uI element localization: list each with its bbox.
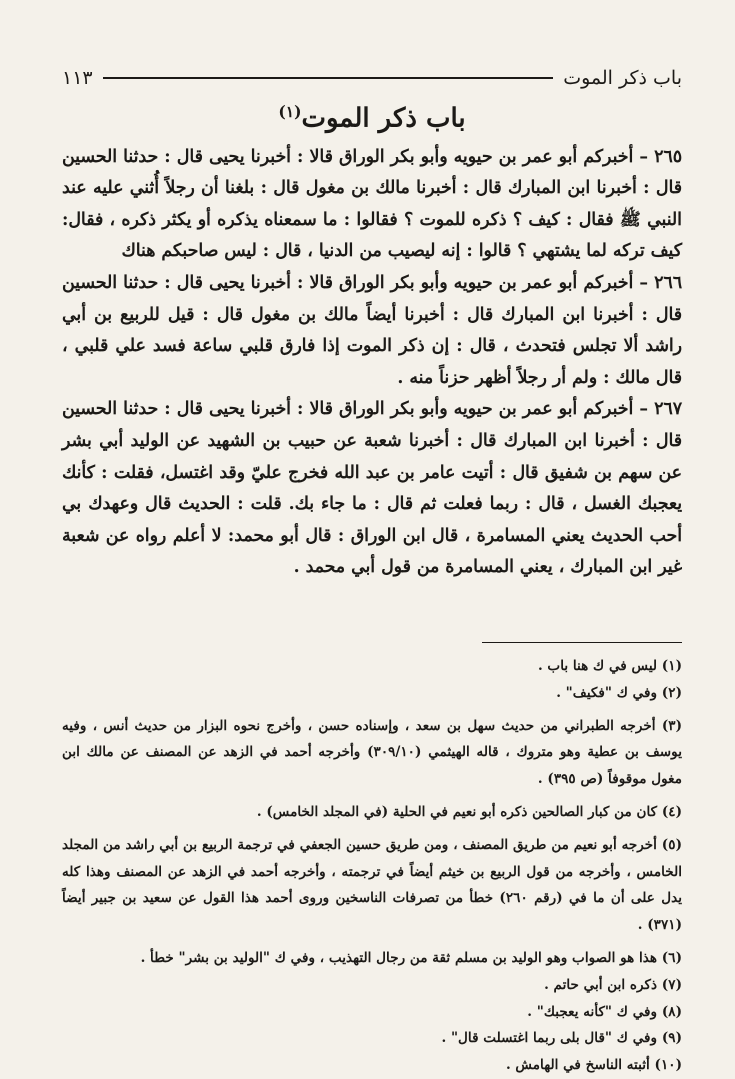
section-title-text: باب ذكر الموت bbox=[301, 103, 466, 134]
footnote-ref: (١) bbox=[278, 102, 302, 121]
text-line: الحسين قال : أخبرنا ابن المبارك قال : أخبرنا مالك بن مغول قال : بلغنا أن رجلاً أُثني عليه bbox=[62, 146, 682, 199]
book-page bbox=[62, 60, 682, 1074]
footnote-5: (٥) أخرجه أبو نعيم من طريق المصنف ، ومن طريق حسين الجعفي في ترجمة الربيع بن أبي راشد من المجلد الخامس ، وأخرجه من قول الربيع بن خيثم أيضاً في ترجمته ، وأخرجه أحمد في الزهد عن المصنف وهذا كله يدل على أن ما في (رقم ٢٦٠) خطأ من تصرفات الناسخين وروى أحمد هذا القول عن سعيد بن جبير أيضاً (٣٧١) . bbox=[62, 836, 682, 934]
section-title bbox=[62, 102, 682, 134]
page-number: ١١٣ bbox=[62, 67, 93, 89]
footnote-9: (٩) وفي ك "قال بلى ربما اغتسلت قال" . bbox=[441, 1030, 682, 1047]
main-text bbox=[62, 142, 682, 584]
text-line: الوليد أبي بشر عن سهم بن شفيق قال : أتيت عامر بن عبد الله فخرج عليّ وقد bbox=[62, 431, 682, 483]
chapter-title: باب ذكر الموت bbox=[563, 67, 682, 89]
footnote-7: (٧) ذكره ابن أبي حاتم . bbox=[544, 976, 682, 993]
text-line: حدثنا الحسين قال : أخبرنا ابن المبارك قال : أخبرنا أيضاً مالك بن مغول قال : قيل bbox=[62, 273, 682, 325]
text-line: ٢٦٥ – أخبركم أبو عمر بن حيويه وأبو بكر الوراق قالا : أخبرنا يحيى قال : حدثنا bbox=[123, 146, 682, 167]
text-line: قلت : الحديث قال وعهدك بي أحب الحديث يعني المسامرة ، قال ابن الوراق : قال bbox=[62, 494, 682, 546]
hadith-267 bbox=[62, 394, 682, 584]
text-line: حدثنا الحسين قال : أخبرنا ابن المبارك قال : أخبرنا شعبة عن حبيب بن الشهيد عن bbox=[62, 399, 682, 451]
text-line: عند النبي ﷺ فقال : كيف ؟ ذكره للموت ؟ فقالوا : ما سمعناه يذكره أو يكثر ذكره ، فقال: bbox=[62, 178, 682, 230]
footnote-2: (٢) وفي ك "فكيف" . bbox=[556, 684, 682, 701]
footnote-6: (٦) هذا هو الصواب وهو الوليد بن مسلم ثقة من رجال التهذيب ، وفي ك "الوليد بن بشر" خطأ . bbox=[140, 949, 682, 966]
footnote-10: (١٠) أثبته الناسخ في الهامش . bbox=[505, 1057, 682, 1074]
text-line: أبو محمد: لا أعلم رواه عن شعبة غير ابن المبارك ، يعني المسامرة من قول أبي محمد . bbox=[62, 525, 682, 578]
text-line: اغتسل، فقلت : كأنك يعجبك الغسل ، قال : ربما فعلت ثم قال : ما جاء بك. bbox=[62, 462, 682, 515]
footnote-1: (١) ليس في ك هنا باب . bbox=[537, 657, 682, 674]
footnote-8: (٨) وفي ك "كأنه يعجبك" . bbox=[527, 1003, 682, 1020]
footnote-4: (٤) كان من كبار الصالحين ذكره أبو نعيم في الحلية (في المجلد الخامس) . bbox=[256, 803, 682, 820]
footnotes bbox=[62, 653, 682, 1079]
footnote-separator bbox=[482, 642, 682, 643]
text-line: ٢٦٧ – أخبركم أبو عمر بن حيويه وأبو بكر الوراق قالا : أخبرنا يحيى قال : bbox=[164, 399, 682, 420]
text-line: ٢٦٦ – أخبركم أبو عمر بن حيويه وأبو بكر الوراق قالا : أخبرنا يحيى قال : bbox=[164, 273, 682, 294]
text-line: كيف تركه لما يشتهي ؟ قالوا : إنه ليصيب من الدنيا ، قال : ليس صاحبكم هناك bbox=[121, 241, 682, 262]
text-line: للربيع بن أبي راشد ألا تجلس فتحدث ، قال : إن ذكر الموت إذا فارق قلبي ساعة bbox=[62, 304, 682, 357]
header-rule bbox=[103, 77, 554, 79]
footnote-3: (٣) أخرجه الطبراني من حديث سهل بن سعد ، وإسناده حسن ، وأخرج نحوه البزار من حديث أنس ، وفيه يوسف بن عطية وهو متروك ، قاله الهيثمي (٣٠٩/١٠) وأخرجه أحمد في الزهد عن المصنف عن مالك ابن مغول موقوفاً (ص ٣٩٥) . bbox=[62, 717, 682, 788]
hadith-265 bbox=[62, 142, 682, 268]
text-line: فسد علي قلبي ، قال مالك : ولم أر رجلاً أظهر حزناً منه . bbox=[62, 336, 682, 388]
hadith-266 bbox=[62, 268, 682, 394]
running-header bbox=[62, 60, 682, 96]
